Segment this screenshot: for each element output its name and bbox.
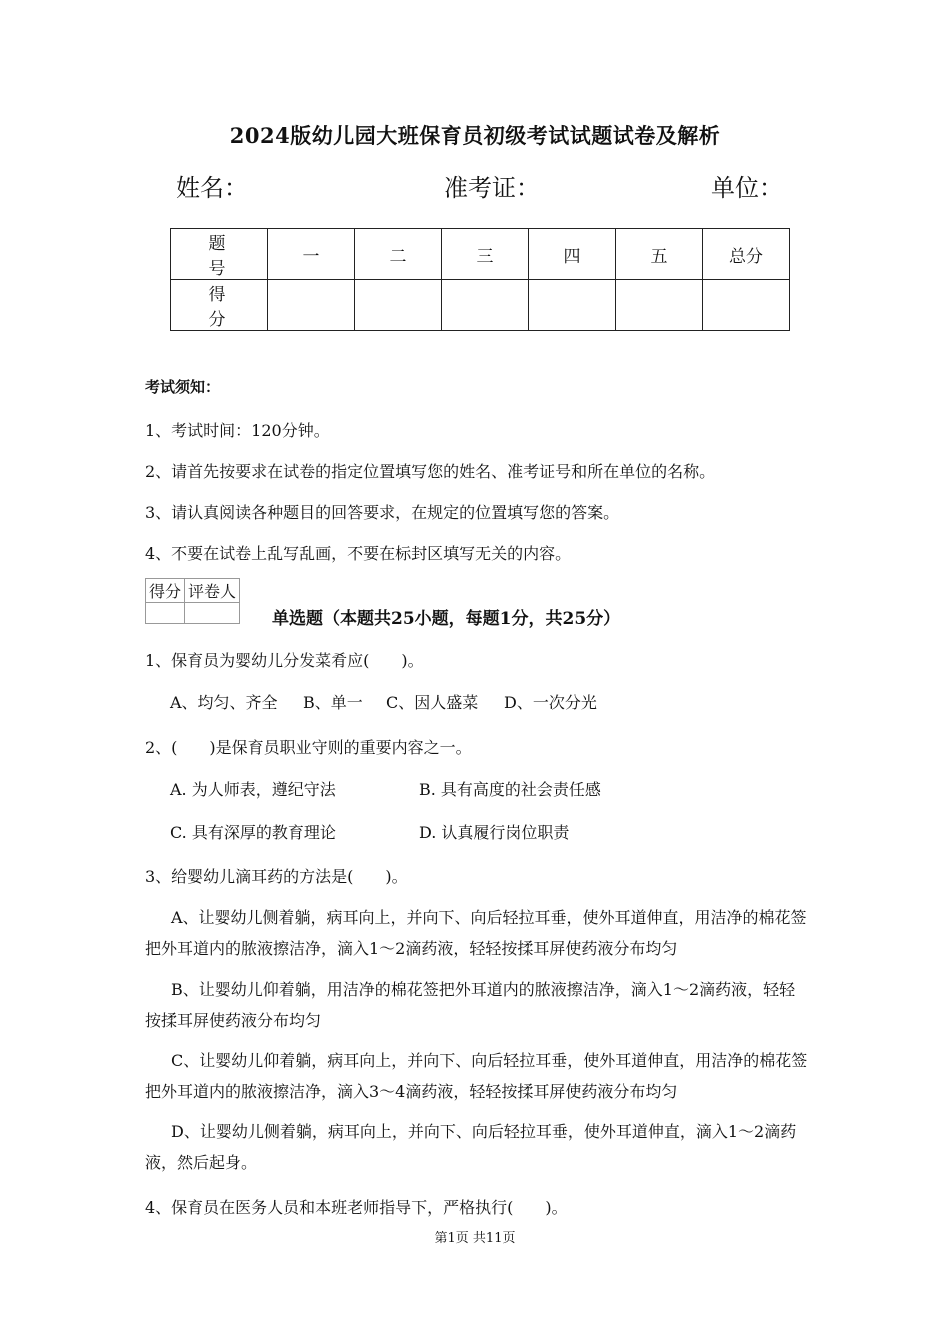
column-header-5: 五 <box>616 229 703 280</box>
name-label: 姓名： <box>176 174 248 202</box>
column-header-4: 四 <box>529 229 616 280</box>
score-cell-2[interactable] <box>355 280 442 331</box>
option-c: C、让婴幼儿仰着躺，病耳向上，并向下、向后轻拉耳垂，使外耳道伸直，用洁净的棉花签把外耳道内的脓液擦洁净，滴入3～4滴药液，轻轻按揉耳屏使药液分布均匀 <box>145 1051 808 1101</box>
score-table-score-row <box>171 280 790 331</box>
page-footer: 第1页 共11页 <box>434 1231 516 1246</box>
section-title: 单选题（本题共25小题，每题1分，共25分） <box>272 609 621 629</box>
unit-label: 单位： <box>711 174 783 202</box>
option-c: C. 具有深厚的教育理论 <box>170 823 336 842</box>
option-d: D. 认真履行岗位职责 <box>419 823 570 842</box>
option-b: B、让婴幼儿仰着躺，用洁净的棉花签把外耳道内的脓液擦洁净，滴入1～2滴药液，轻轻按揉耳屏使药液分布均匀 <box>145 980 796 1030</box>
score-table-header-row <box>171 229 790 280</box>
grader-name-cell[interactable] <box>185 603 240 624</box>
score-cell-1[interactable] <box>268 280 355 331</box>
notice-heading: 考试须知： <box>145 378 221 396</box>
score-row-label: 得 分 <box>171 280 268 331</box>
grader-score-cell[interactable] <box>146 603 185 624</box>
score-table <box>170 228 790 331</box>
option-a: A、让婴幼儿侧着躺，病耳向上，并向下、向后轻拉耳垂，使外耳道伸直，用洁净的棉花签把外耳道内的脓液擦洁净，滴入1～2滴药液，轻轻按揉耳屏使药液分布均匀 <box>145 908 807 958</box>
option-c: C、因人盛菜 <box>386 693 479 712</box>
question-stem: 3、给婴幼儿滴耳药的方法是( )。 <box>145 867 408 886</box>
option-a: A、均匀、齐全 <box>170 693 278 712</box>
option-a: A. 为人师表，遵纪守法 <box>170 780 336 799</box>
document-title: 2024版幼儿园大班保育员初级考试试题试卷及解析 <box>229 123 721 148</box>
notice-item: 2、请首先按要求在试卷的指定位置填写您的姓名、准考证号和所在单位的名称。 <box>145 462 716 481</box>
score-cell-total[interactable] <box>703 280 790 331</box>
question-stem: 2、( )是保育员职业守则的重要内容之一。 <box>145 738 472 757</box>
exam-number-label: 准考证： <box>444 174 540 202</box>
notice-item: 3、请认真阅读各种题目的回答要求，在规定的位置填写您的答案。 <box>145 503 620 522</box>
column-header-2: 二 <box>355 229 442 280</box>
notice-item: 1、考试时间：120分钟。 <box>145 421 330 440</box>
option-d: D、让婴幼儿侧着躺，病耳向上，并向下、向后轻拉耳垂，使外耳道伸直，滴入1～2滴药液，然后起身。 <box>145 1122 797 1172</box>
question-stem: 4、保育员在医务人员和本班老师指导下，严格执行( )。 <box>145 1198 568 1217</box>
notice-item: 4、不要在试卷上乱写乱画，不要在标封区填写无关的内容。 <box>145 544 572 563</box>
score-cell-3[interactable] <box>442 280 529 331</box>
column-header-3: 三 <box>442 229 529 280</box>
score-cell-4[interactable] <box>529 280 616 331</box>
column-header-total: 总分 <box>703 229 790 280</box>
option-b: B、单一 <box>303 693 363 712</box>
option-d: D、一次分光 <box>504 693 597 712</box>
question-stem: 1、保育员为婴幼儿分发菜肴应( )。 <box>145 651 424 670</box>
column-header-1: 一 <box>268 229 355 280</box>
grader-name-label: 评卷人 <box>185 579 240 603</box>
score-cell-5[interactable] <box>616 280 703 331</box>
grader-box <box>145 578 240 624</box>
grader-score-label: 得分 <box>146 579 185 603</box>
question-number-header: 题 号 <box>171 229 268 280</box>
option-b: B. 具有高度的社会责任感 <box>419 780 601 799</box>
